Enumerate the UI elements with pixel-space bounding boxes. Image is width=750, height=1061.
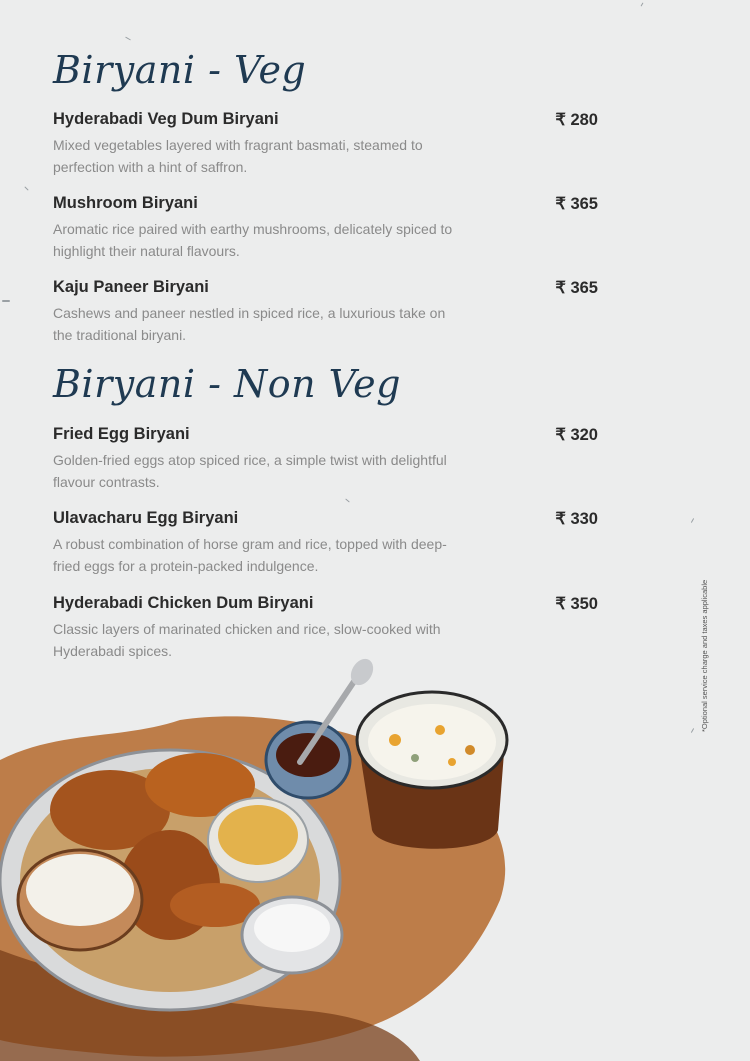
item-price: ₹ 365	[555, 195, 598, 213]
item-name: Fried Egg Biryani	[53, 425, 190, 443]
paper-speck	[691, 728, 694, 733]
item-description: Classic layers of marinated chicken and rice, slow-cooked with Hyderabadi spices.	[53, 621, 441, 659]
item-name: Ulavacharu Egg Biryani	[53, 509, 239, 527]
item-name: Hyderabadi Chicken Dum Biryani	[53, 594, 314, 612]
item-price: ₹ 365	[555, 279, 598, 297]
item-price: ₹ 280	[555, 111, 598, 129]
paper-speck	[2, 300, 10, 302]
section-title-non-veg: Biryani - Non Veg	[53, 362, 401, 406]
item-price: ₹ 320	[555, 426, 598, 444]
paper-speck	[24, 186, 28, 190]
item-description: Golden-fried eggs atop spiced rice, a simple twist with delightful flavour contrasts.	[53, 452, 447, 490]
paper-speck	[641, 3, 644, 7]
paper-speck	[125, 37, 131, 41]
item-description: Mixed vegetables layered with fragrant basmati, steamed to perfection with a hint of saffron.	[53, 137, 423, 175]
biryani-platter-illustration	[0, 650, 520, 1061]
paper-speck	[345, 499, 349, 503]
item-name: Hyderabadi Veg Dum Biryani	[53, 110, 279, 128]
paper-speck	[691, 518, 694, 523]
item-name: Mushroom Biryani	[53, 194, 198, 212]
item-description: Cashews and paneer nestled in spiced rice, a luxurious take on the traditional biryani.	[53, 305, 446, 343]
section-title-veg: Biryani - Veg	[53, 48, 307, 92]
item-description: Aromatic rice paired with earthy mushrooms, delicately spiced to highlight their natural flavours.	[53, 221, 453, 259]
item-name: Kaju Paneer Biryani	[53, 278, 209, 296]
item-description: A robust combination of horse gram and rice, topped with deep-fried eggs for a protein-packed indulgence.	[53, 536, 447, 574]
item-price: ₹ 330	[555, 510, 598, 528]
service-charge-note: *Optional service charge and taxes applicable	[700, 579, 709, 732]
item-price: ₹ 350	[555, 595, 598, 613]
